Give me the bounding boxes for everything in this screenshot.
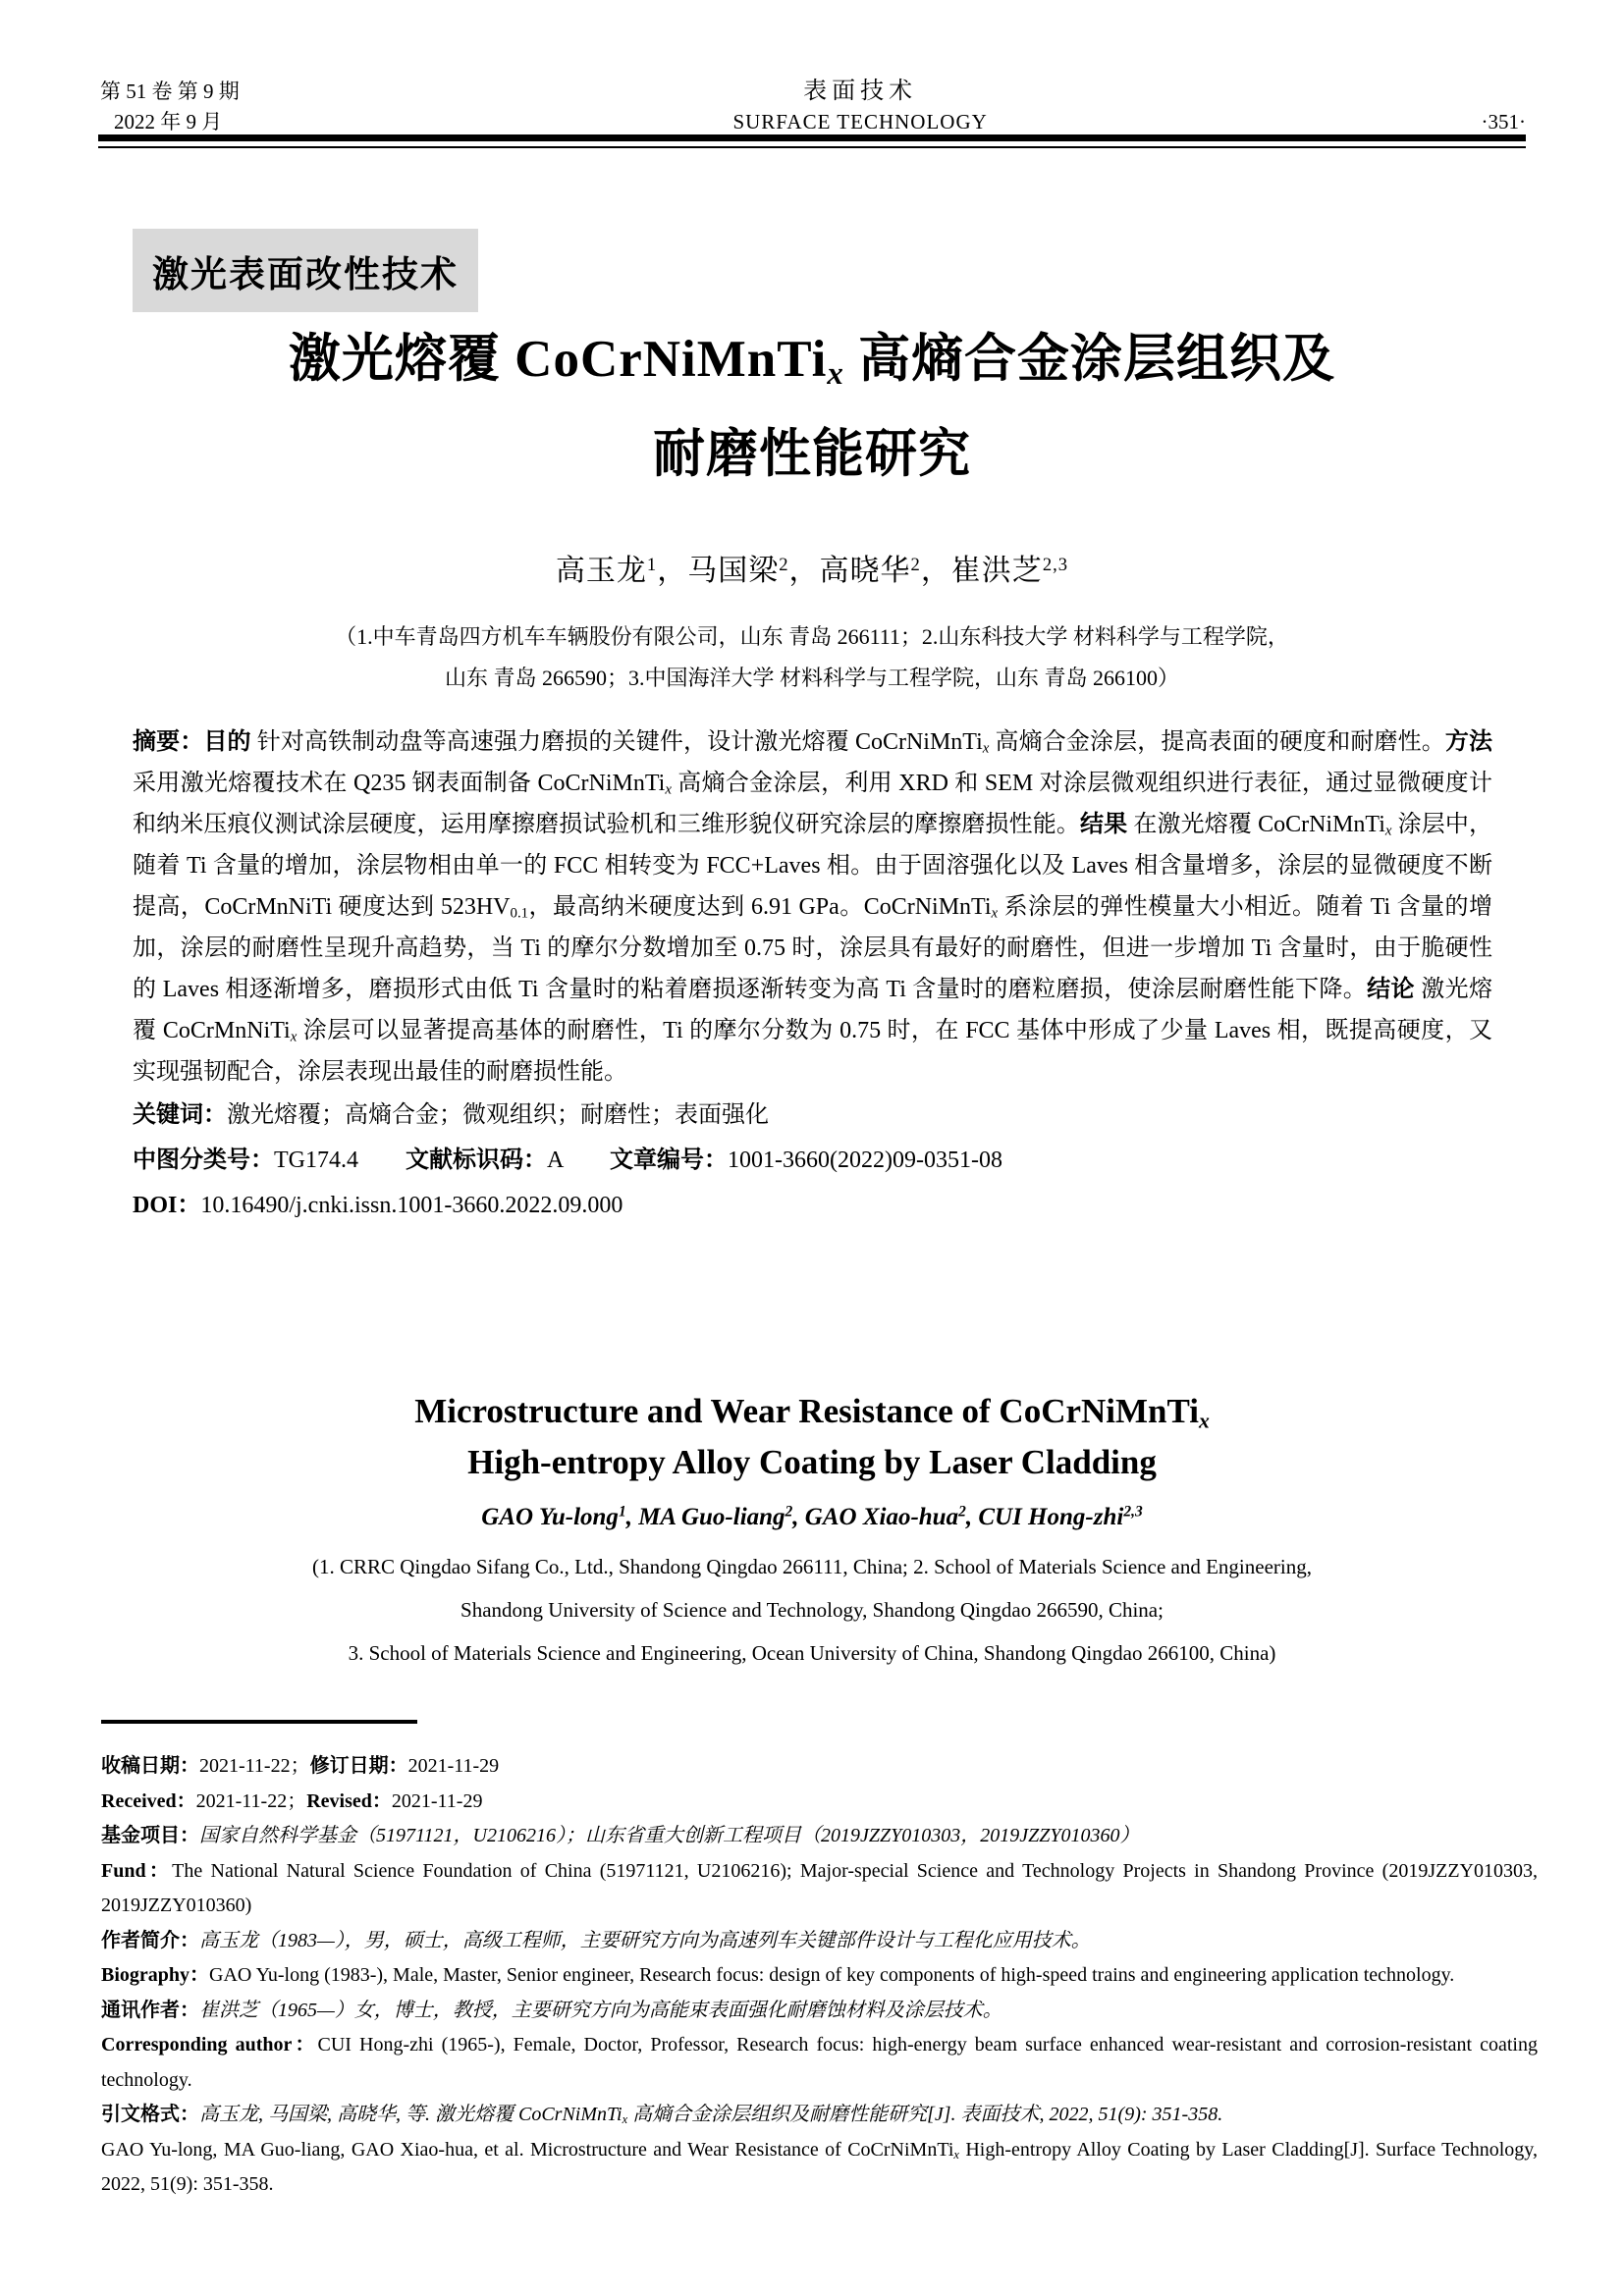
footnote-line: Corresponding author：CUI Hong-zhi (1965-), Female, Doctor, Professor, Research focus: high-energy beam surface enhanced wear-resistant and corrosion-resistant coating technology.	[101, 2034, 1538, 2091]
journal-volume-issue: 第 51 卷 第 9 期	[100, 80, 240, 103]
article-title-cn-line2: 耐磨性能研究	[653, 426, 971, 483]
footnote-list	[101, 1749, 1538, 2203]
affiliation-cn	[0, 616, 1624, 699]
authors-cn: 高玉龙$^1$，马国梁$^2$，高晓华$^2$，崔洪芝$^{2,3}$	[555, 554, 1069, 587]
footnote-line: 基金项目：国家自然科学基金（51971121，U2106216）；山东省重大创新工程项目（2019JZZY010303，2019JZZY010360）	[101, 1825, 1140, 1846]
footnote-line: 作者简介：高玉龙（1983—），男，硕士，高级工程师，主要研究方向为高速列车关键部件设计与工程化应用技术。	[101, 1929, 1091, 1951]
article-title-en	[0, 1386, 1624, 1488]
article-title-cn	[0, 312, 1624, 503]
footnote-line: Received：2021-11-22；Revised：2021-11-29	[101, 1789, 483, 1812]
affiliation-en-line1: (1. CRRC Qingdao Sifang Co., Ltd., Shandong Qingdao 266111, China; 2. School of Materials Science and Engineering,	[312, 1555, 1312, 1578]
affiliation-en-line2: Shandong University of Science and Technology, Shandong Qingdao 266590, China;	[460, 1598, 1164, 1622]
footnote-line: Fund：The National Natural Science Foundation of China (51971121, U2106216); Major-special Science and Technology Projects in Shandong Province (2019JZZY010303, 2019JZZY010360)	[101, 1859, 1538, 1916]
footnote-rule	[101, 1720, 417, 1724]
journal-date: 2022 年 9 月	[114, 110, 223, 133]
footnote	[101, 1720, 1538, 2203]
journal-title-cn: 表面技术	[803, 79, 918, 104]
journal-title-en: SURFACE TECHNOLOGY	[732, 110, 988, 133]
classification-line: 中图分类号：TG174.4 文献标识码：A 文章编号：1001-3660(2022)09-0351-08	[133, 1147, 1002, 1173]
affiliation-cn-line1: （1.中车青岛四方机车车辆股份有限公司，山东 青岛 266111；2.山东科技大学 材料科学与工程学院，	[335, 624, 1289, 649]
footnote-line: GAO Yu-long, MA Guo-liang, GAO Xiao-hua, et al. Microstructure and Wear Resistance of CoCrNiMnTi$_x$ High-entropy Alloy Coating by Laser Cladding[J]. Surface Technology, 2022, 51(9): 351-358.	[101, 2138, 1539, 2195]
header-center	[732, 77, 987, 137]
header-left	[100, 77, 240, 137]
footnote-line: 引文格式：高玉龙, 马国梁, 高晓华, 等. 激光熔覆 CoCrNiMnTi$_x$ 高熵合金涂层组织及耐磨性能研究[J]. 表面技术, 2022, 51(9): 351-358.	[101, 2104, 1223, 2127]
keywords: 关键词：激光熔覆；高熵合金；微观组织；耐磨性；表面强化	[133, 1101, 769, 1128]
footnote-line: 收稿日期：2021-11-22；修订日期：2021-11-29	[101, 1755, 500, 1777]
affiliation-cn-line2: 山东 青岛 266590；3.中国海洋大学 材料科学与工程学院，山东 青岛 266100）	[444, 666, 1179, 690]
category-label: 激光表面改性技术	[133, 229, 478, 312]
journal-header	[100, 77, 1526, 137]
footnote-line: 通讯作者：崔洪芝（1965—）女，博士，教授，主要研究方向为高能束表面强化耐磨蚀材料及涂层技术。	[101, 1999, 1002, 2021]
article-title-en-line1: Microstructure and Wear Resistance of CoCrNiMnTi$_x$	[414, 1392, 1210, 1433]
doi-line: DOI：10.16490/j.cnki.issn.1001-3660.2022.09.000	[133, 1193, 623, 1218]
affiliation-en-line3: 3. School of Materials Science and Engineering, Ocean University of China, Shandong Qingdao 266100, China)	[348, 1641, 1276, 1665]
abstract-section	[133, 721, 1492, 1228]
affiliation-en	[0, 1545, 1624, 1675]
header-rule	[98, 134, 1526, 148]
article-title-en-line2: High-entropy Alloy Coating by Laser Cladding	[467, 1443, 1157, 1481]
authors-en: GAO Yu-long$^1$, MA Guo-liang$^2$, GAO Xiao-hua$^2$, CUI Hong-zhi$^{2,3}$	[481, 1503, 1143, 1530]
page-number: ·351·	[1481, 110, 1526, 133]
abstract: 摘要：目的 针对高铁制动盘等高速强力磨损的关键件，设计激光熔覆 CoCrNiMnTi$_x$ 高熵合金涂层，提高表面的硬度和耐磨性。方法 采用激光熔覆技术在 Q235 钢表面制备 CoCrNiMnTi$_x$ 高熵合金涂层，利用 XRD 和 SEM 对涂层微观组织进行表征，通过显微硬度计和纳米压痕仪测试涂层硬度，运用摩擦磨损试验机和三维形貌仪研究涂层的摩擦磨损性能。结果 在激光熔覆 CoCrNiMnTi$_x$ 涂层中，随着 Ti 含量的增加，涂层物相由单一的 FCC 相转变为 FCC+Laves 相。由于固溶强化以及 Laves 相含量增多，涂层的显微硬度不断提高，CoCrMnNiTi 硬度达到 $523HV_{0.1}$，最高纳米硬度达到 6.91 GPa。CoCrNiMnTi$_x$ 系涂层的弹性模量大小相近。随着 Ti 含量的增加，涂层的耐磨性呈现升高趋势，当 Ti 的摩尔分数增加至 0.75 时，涂层具有最好的耐磨性，但进一步增加 Ti 含量时，由于脆硬性的 Laves 相逐渐增多，磨损形式由低 Ti 含量时的粘着磨损逐渐转变为高 Ti 含量时的磨粒磨损，使涂层耐磨性能下降。结论 激光熔覆 CoCrMnNiTi$_x$ 涂层可以显著提高基体的耐磨性，Ti 的摩尔分数为 0.75 时，在 FCC 基体中形成了少量 Laves 相，既提高硬度，又实现强韧配合，涂层表现出最佳的耐磨损性能。	[133, 728, 1493, 1085]
english-section	[0, 1386, 1624, 1675]
footnote-line: Biography：GAO Yu-long (1983-), Male, Master, Senior engineer, Research focus: design of key components of high-speed trains and engineering application technology.	[101, 1964, 1455, 1986]
article-title-cn-line1: 激光熔覆 CoCrNiMnTi$_x$ 高熵合金涂层组织及	[288, 331, 1336, 393]
